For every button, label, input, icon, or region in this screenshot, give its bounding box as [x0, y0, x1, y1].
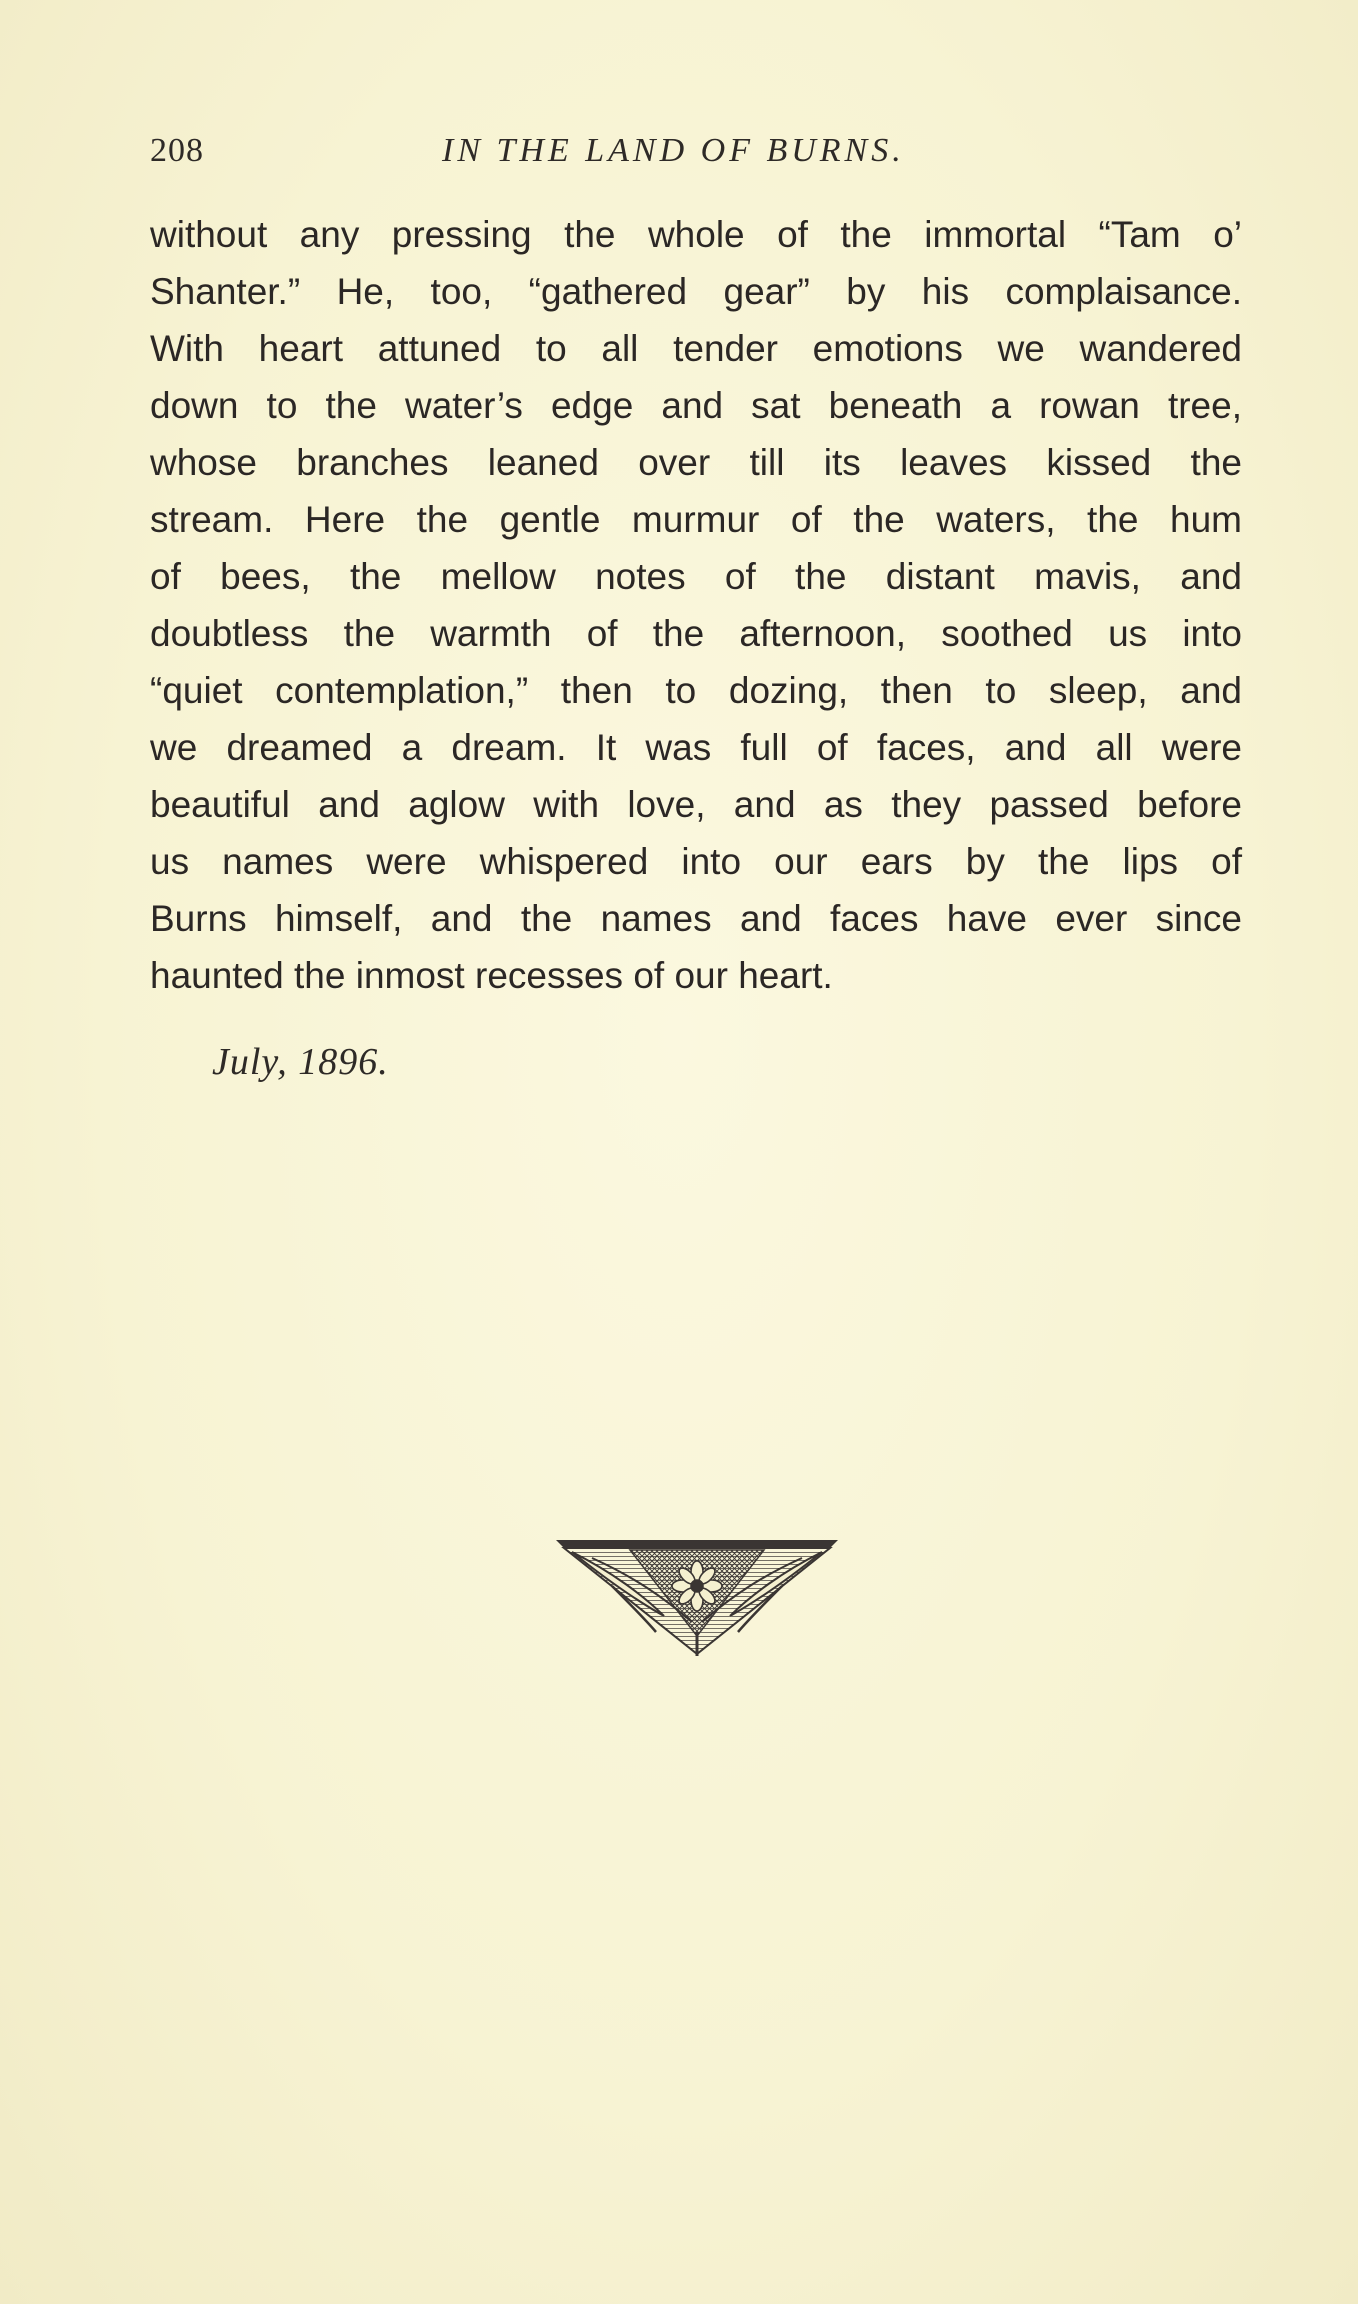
page-number: 208 — [150, 132, 204, 169]
text-line: doubtless the warmth of the afternoon, soothed us into — [150, 613, 1242, 654]
text-line: Shanter.” He, too, “gathered gear” by his complaisance. — [150, 271, 1242, 312]
text-line: of bees, the mellow notes of the distant mavis, and — [150, 556, 1242, 597]
text-line: we dreamed a dream. It was full of faces, and all were — [150, 727, 1242, 768]
text-line: “quiet contemplation,” then to dozing, then to sleep, and — [150, 670, 1242, 711]
text-line-last: haunted the inmost recesses of our heart. — [150, 955, 833, 996]
text-line: With heart attuned to all tender emotions we wandered — [150, 328, 1242, 369]
text-line: Burns himself, and the names and faces have ever since — [150, 898, 1242, 939]
dateline: July, 1896. — [212, 1041, 389, 1083]
text-line: without any pressing the whole of the immortal “Tam o’ — [150, 214, 1242, 255]
text-line: down to the water’s edge and sat beneath a rowan tree, — [150, 385, 1242, 426]
running-head — [150, 132, 1240, 180]
text-line: whose branches leaned over till its leaves kissed the — [150, 442, 1242, 483]
running-title: IN THE LAND OF BURNS. — [442, 132, 905, 169]
triangular-floral-tailpiece-icon — [552, 1536, 842, 1658]
body-paragraph — [150, 206, 1242, 1004]
text-line: stream. Here the gentle murmur of the waters, the hum — [150, 499, 1242, 540]
text-line: us names were whispered into our ears by the lips of — [150, 841, 1242, 882]
text-line: beautiful and aglow with love, and as they passed before — [150, 784, 1242, 825]
